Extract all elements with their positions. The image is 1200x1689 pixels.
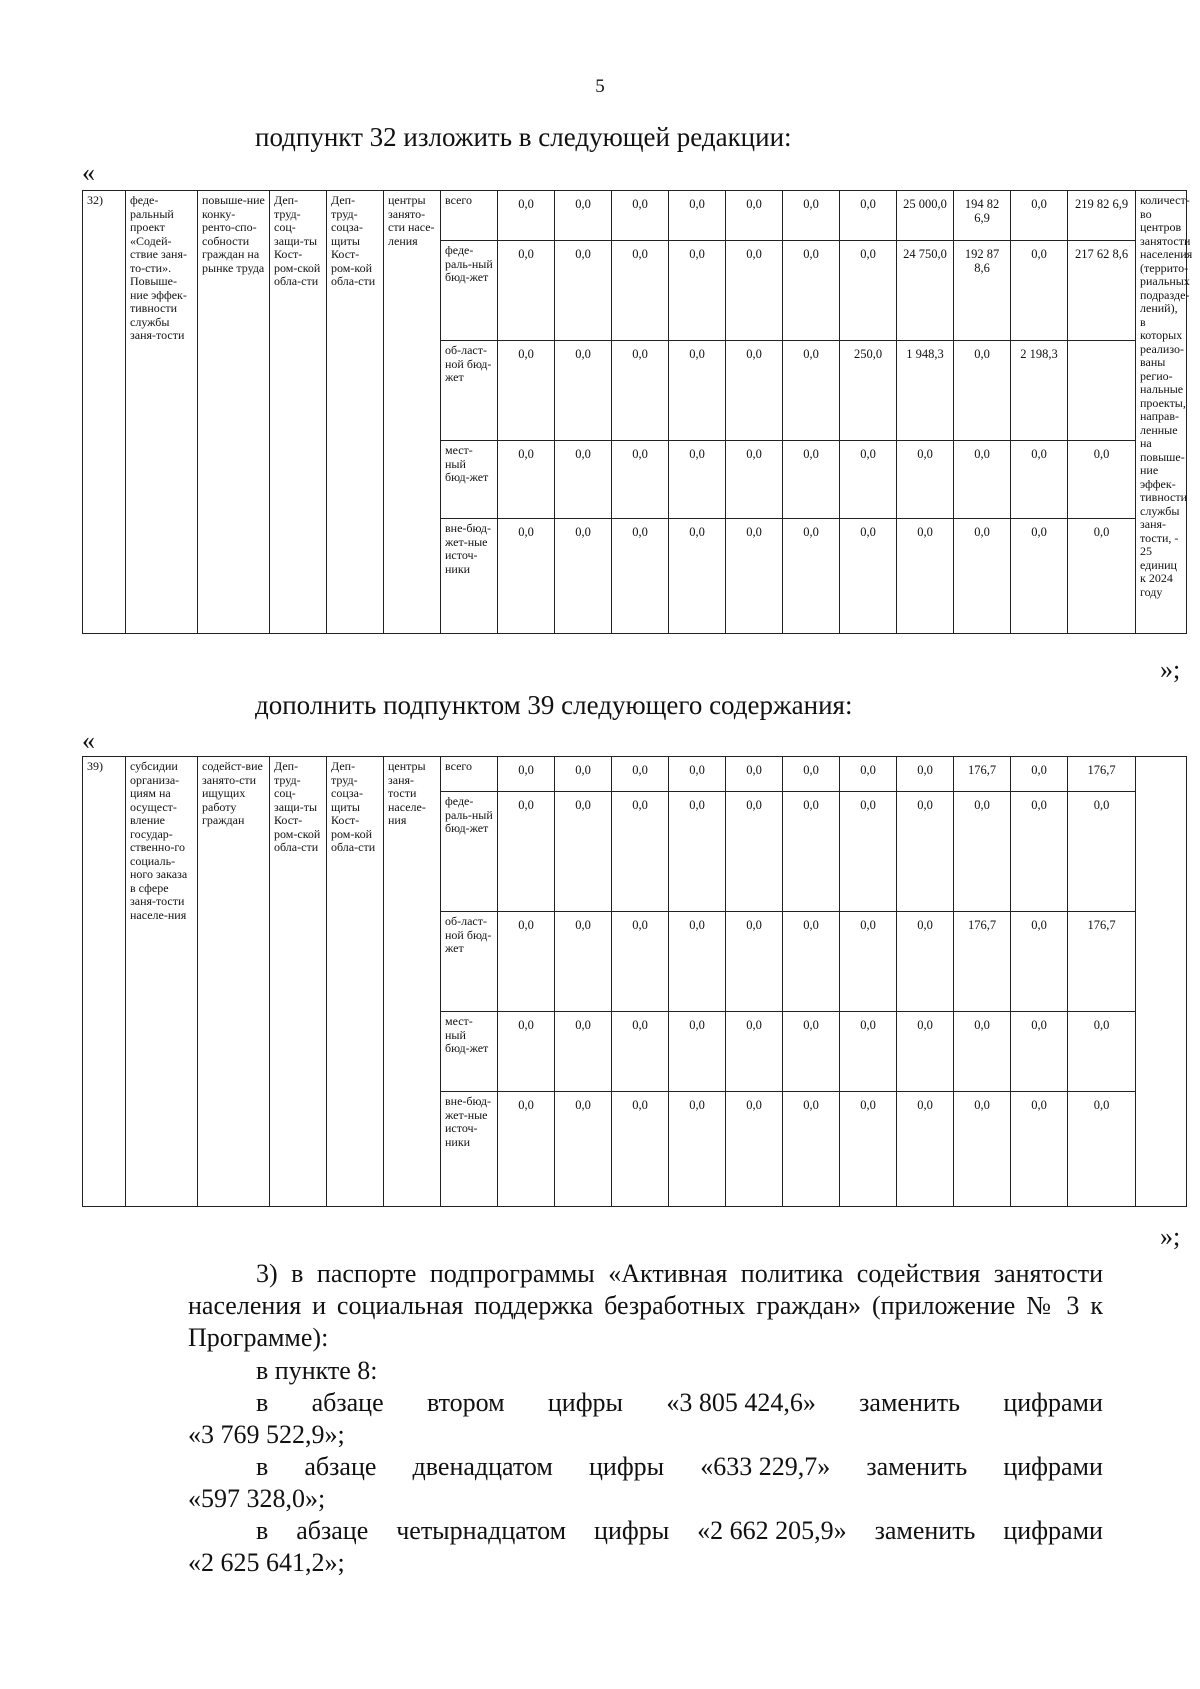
value-cell: 0,0: [726, 912, 783, 1012]
word: в: [256, 1452, 269, 1481]
value-cell: 0,0: [498, 1012, 555, 1092]
value-cell: 0,0: [498, 191, 555, 241]
value-cell: 0,0: [783, 241, 840, 341]
value-cell: 0,0: [840, 912, 897, 1012]
value-cell: 0,0: [498, 519, 555, 634]
row-number: 39): [83, 757, 126, 1207]
executor-cell: Деп-труд-соц-защи-ты Кост-ром-ской обла-сти: [270, 757, 327, 1207]
value-cell: 0,0: [612, 441, 669, 519]
value-cell: 0,0: [1068, 792, 1136, 912]
paragraph-abzac-2-tail: «3 769 522,9»;: [188, 1420, 345, 1449]
word: цифрами: [1003, 1452, 1103, 1481]
word: втором: [426, 1388, 505, 1417]
value-cell: 0,0: [726, 757, 783, 792]
value-cell: 0,0: [726, 241, 783, 341]
value-cell: 0,0: [954, 441, 1011, 519]
value-cell: 0,0: [726, 341, 783, 441]
value-cell: 194 82 6,9: [954, 191, 1011, 241]
value-cell: 0,0: [840, 441, 897, 519]
word: двенадцатом: [412, 1452, 553, 1481]
value-cell: 217 62 8,6: [1068, 241, 1136, 341]
funding-source-cell: об-ласт-ной бюд-жет: [441, 912, 498, 1012]
paragraph-abzac-14-tail: «2 625 641,2»;: [188, 1548, 345, 1577]
value-cell: 176,7: [954, 757, 1011, 792]
indicator-cell: количест-во центров занятости населения (террито-риальных подразде-лений), в которых реализо-ваны регио-нальные проекты, направ-ленные на повыше-ние эффек-тивности службы заня-тости, - 25 единиц к 2024 году: [1136, 191, 1187, 634]
word: «633 229,7»: [700, 1452, 831, 1481]
value-cell: 0,0: [783, 792, 840, 912]
table-subitem-32: [82, 190, 1193, 634]
table-subitem-39: [82, 756, 1187, 1207]
value-cell: 0,0: [1011, 191, 1068, 241]
value-cell: 0,0: [783, 1012, 840, 1092]
value-cell: 0,0: [1068, 519, 1136, 634]
value-cell: 0,0: [1011, 912, 1068, 1012]
word: в: [256, 1388, 269, 1417]
event-name-cell: субсидии организа-циям на осущест-вление государ-ственно-го социаль-ного заказа в сфере заня-тости населе-ния: [126, 757, 198, 1207]
value-cell: 0,0: [669, 1012, 726, 1092]
value-cell: 24 750,0: [897, 241, 954, 341]
table32-body: [83, 191, 1193, 634]
value-cell: 0,0: [555, 792, 612, 912]
section2-close-quote: »;: [1160, 1222, 1181, 1251]
funding-source-cell: мест-ный бюд-жет: [441, 441, 498, 519]
value-cell: 0,0: [1068, 1012, 1136, 1092]
word: заменить: [866, 1452, 968, 1481]
value-cell: 0,0: [669, 757, 726, 792]
value-cell: 0,0: [954, 341, 1011, 441]
section1-heading: подпункт 32 изложить в следующей редакции:: [255, 122, 792, 152]
value-cell: 0,0: [498, 341, 555, 441]
value-cell: 0,0: [840, 1092, 897, 1207]
value-cell: 0,0: [612, 519, 669, 634]
value-cell: 0,0: [555, 1012, 612, 1092]
section1-close-quote: »;: [1160, 655, 1181, 684]
funding-source-cell: об-ласт-ной бюд-жет: [441, 341, 498, 441]
value-cell: 0,0: [840, 519, 897, 634]
funding-source-cell: всего: [441, 191, 498, 241]
funding-source-cell: мест-ный бюд-жет: [441, 1012, 498, 1092]
value-cell: 0,0: [498, 792, 555, 912]
paragraph-3: 3) в паспорте подпрограммы «Активная политика содействия занятости населения и социальная поддержка безработных граждан» (приложение № 3 к Программе):: [188, 1259, 1103, 1352]
value-cell: 0,0: [726, 792, 783, 912]
value-cell: 0,0: [1011, 757, 1068, 792]
value-cell: 0,0: [726, 519, 783, 634]
section1-open-quote: «: [82, 158, 95, 187]
paragraph-abzac-2: [256, 1388, 1103, 1418]
value-cell: 0,0: [783, 757, 840, 792]
word: цифрами: [1003, 1516, 1103, 1545]
word: цифрами: [1003, 1388, 1103, 1417]
value-cell: 0,0: [612, 241, 669, 341]
value-cell: 0,0: [783, 1092, 840, 1207]
executor-cell: Деп-труд-соц-защи-ты Кост-ром-ской обла-сти: [270, 191, 327, 634]
word: цифры: [589, 1452, 665, 1481]
value-cell: 0,0: [897, 1012, 954, 1092]
value-cell: 0,0: [726, 1092, 783, 1207]
word: четырнадцатом: [396, 1516, 567, 1545]
indicator-cell: [1136, 757, 1187, 1207]
word: абзаце: [311, 1388, 384, 1417]
word: цифры: [594, 1516, 670, 1545]
value-cell: 0,0: [612, 792, 669, 912]
value-cell: 0,0: [555, 241, 612, 341]
value-cell: 0,0: [612, 1012, 669, 1092]
page-number: 5: [595, 76, 605, 97]
funding-source-cell: вне-бюд-жет-ные источ-ники: [441, 1092, 498, 1207]
value-cell: 0,0: [954, 519, 1011, 634]
value-cell: 0,0: [498, 757, 555, 792]
value-cell: 0,0: [840, 757, 897, 792]
value-cell: 25 000,0: [897, 191, 954, 241]
value-cell: 0,0: [555, 191, 612, 241]
value-cell: 219 82 6,9: [1068, 191, 1136, 241]
value-cell: 0,0: [498, 441, 555, 519]
value-cell: 0,0: [1068, 441, 1136, 519]
value-cell: 0,0: [783, 441, 840, 519]
value-cell: 0,0: [1011, 1092, 1068, 1207]
value-cell: 176,7: [1068, 757, 1136, 792]
value-cell: 0,0: [612, 1092, 669, 1207]
value-cell: 0,0: [783, 341, 840, 441]
value-cell: 0,0: [897, 792, 954, 912]
word: в: [256, 1516, 269, 1545]
value-cell: 0,0: [840, 792, 897, 912]
value-cell: 0,0: [1011, 441, 1068, 519]
value-cell: 176,7: [954, 912, 1011, 1012]
value-cell: 0,0: [1011, 241, 1068, 341]
table-row: [83, 757, 1187, 792]
value-cell: 0,0: [726, 441, 783, 519]
event-name-cell: феде-ральный проект «Содей-ствие заня-то-сти». Повыше-ние эффек-тивности службы заня-тости: [126, 191, 198, 634]
value-cell: 0,0: [669, 441, 726, 519]
value-cell: 0,0: [669, 191, 726, 241]
value-cell: 192 87 8,6: [954, 241, 1011, 341]
value-cell: 0,0: [555, 519, 612, 634]
section2-heading: дополнить подпунктом 39 следующего содержания:: [255, 690, 853, 720]
participant-cell: центры занято-сти насе-ления: [384, 191, 441, 634]
funding-source-cell: вне-бюд-жет-ные источ-ники: [441, 519, 498, 634]
paragraph-item-8: в пункте 8:: [256, 1356, 378, 1385]
paragraph-abzac-12-tail: «597 328,0»;: [188, 1484, 326, 1513]
value-cell: 0,0: [555, 441, 612, 519]
word: заменить: [874, 1516, 976, 1545]
value-cell: [1068, 341, 1136, 441]
table-row: [83, 191, 1187, 241]
coexecutor-cell: Деп-труд-соцза-щиты Кост-ром-кой обла-сти: [327, 191, 384, 634]
value-cell: 0,0: [897, 912, 954, 1012]
value-cell: 0,0: [726, 191, 783, 241]
value-cell: 0,0: [669, 341, 726, 441]
value-cell: 0,0: [897, 757, 954, 792]
value-cell: 0,0: [612, 912, 669, 1012]
value-cell: 0,0: [783, 519, 840, 634]
value-cell: 1 948,3: [897, 341, 954, 441]
value-cell: 0,0: [1011, 519, 1068, 634]
value-cell: 0,0: [954, 1012, 1011, 1092]
participant-cell: центры заня-тости населе-ния: [384, 757, 441, 1207]
value-cell: 0,0: [897, 441, 954, 519]
value-cell: 0,0: [555, 757, 612, 792]
value-cell: 0,0: [498, 1092, 555, 1207]
value-cell: 0,0: [555, 1092, 612, 1207]
goal-cell: повыше-ние конку-ренто-спо-собности граждан на рынке труда: [198, 191, 270, 634]
word: абзаце: [304, 1452, 377, 1481]
value-cell: 0,0: [897, 1092, 954, 1207]
coexecutor-cell: Деп-труд-соцза-щиты Кост-ром-кой обла-сти: [327, 757, 384, 1207]
value-cell: 176,7: [1068, 912, 1136, 1012]
section2-open-quote: «: [82, 726, 95, 755]
value-cell: 0,0: [783, 912, 840, 1012]
word: «3 805 424,6»: [666, 1388, 816, 1417]
value-cell: 0,0: [1011, 1012, 1068, 1092]
table39-body: [83, 757, 1187, 1207]
word: абзаце: [296, 1516, 369, 1545]
value-cell: 0,0: [498, 241, 555, 341]
value-cell: 2 198,3: [1011, 341, 1068, 441]
funding-source-cell: всего: [441, 757, 498, 792]
value-cell: 0,0: [840, 1012, 897, 1092]
funding-source-cell: феде-раль-ный бюд-жет: [441, 792, 498, 912]
value-cell: 0,0: [555, 912, 612, 1012]
value-cell: 0,0: [1068, 1092, 1136, 1207]
value-cell: 0,0: [669, 912, 726, 1012]
value-cell: 0,0: [726, 1012, 783, 1092]
value-cell: 0,0: [954, 792, 1011, 912]
value-cell: 0,0: [1011, 792, 1068, 912]
value-cell: 0,0: [669, 792, 726, 912]
value-cell: 0,0: [612, 341, 669, 441]
value-cell: 0,0: [669, 519, 726, 634]
value-cell: 0,0: [669, 241, 726, 341]
goal-cell: содейст-вие занято-сти ищущих работу граждан: [198, 757, 270, 1207]
word: цифры: [547, 1388, 624, 1417]
value-cell: 0,0: [669, 1092, 726, 1207]
value-cell: 0,0: [897, 519, 954, 634]
row-number: 32): [83, 191, 126, 634]
paragraph-abzac-14: [256, 1516, 1103, 1546]
value-cell: 250,0: [840, 341, 897, 441]
value-cell: 0,0: [612, 191, 669, 241]
value-cell: 0,0: [612, 757, 669, 792]
value-cell: 0,0: [783, 191, 840, 241]
word: заменить: [859, 1388, 961, 1417]
value-cell: 0,0: [498, 912, 555, 1012]
value-cell: 0,0: [840, 191, 897, 241]
value-cell: 0,0: [954, 1092, 1011, 1207]
value-cell: 0,0: [555, 341, 612, 441]
value-cell: 0,0: [840, 241, 897, 341]
funding-source-cell: феде-раль-ный бюд-жет: [441, 241, 498, 341]
paragraph-abzac-12: [256, 1452, 1103, 1482]
word: «2 662 205,9»: [697, 1516, 847, 1545]
